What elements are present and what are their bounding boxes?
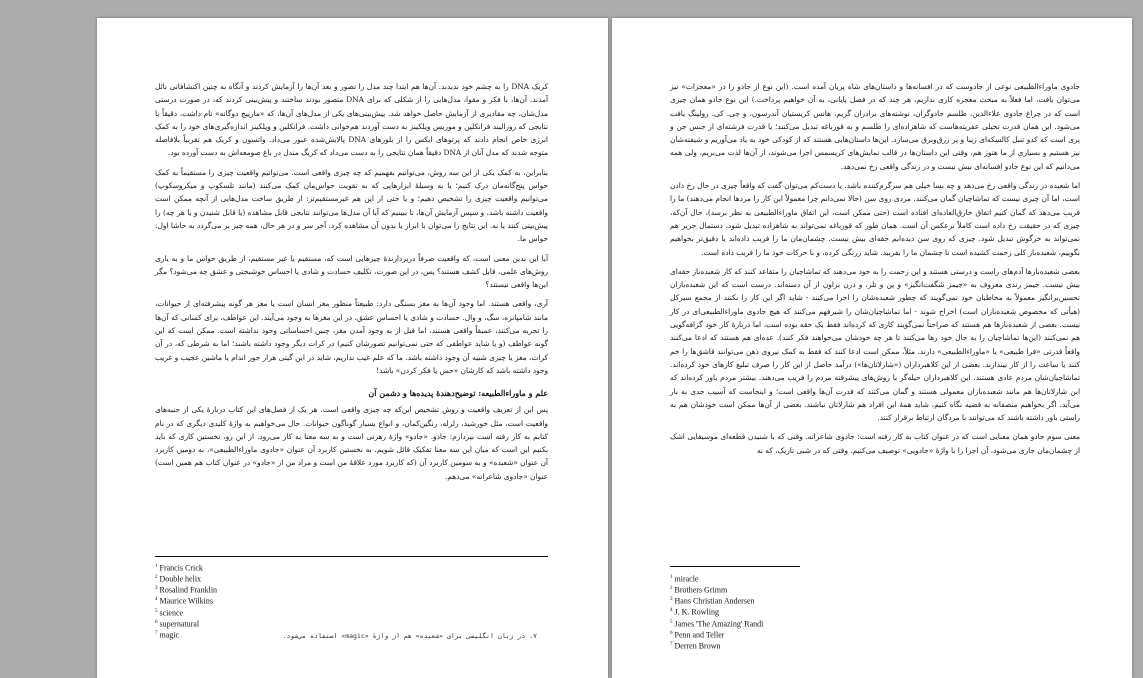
footnote: $^6$ supernatural [155, 619, 200, 629]
paragraph: جادوی ماوراءالطبیعی نوعی از جادوست که در افسانه‌ها و داستان‌های شاه پریان آمده است. (این نوع از جادو را در «معجزات» نیز می‌توان یافت، اما فعلاً به مبحث معجزه کاری نداریم، هر چند که در فصل پایانی، به آن خواهیم پرداخت.) این نوع جادو همان چیزی است که در چراغ جادوی علاءالدین، طلسم جادوگران، نوشته‌های برادران گریم، هانس کریستیان آندرسون، و جی. کی. رولینگ یافت می‌شود. این همان قدرت تخیلی عفریته‌هاست که شاهزاده‌ای را طلسم و به قورباغه تبدیل می‌کنند؛ یا قدرت فرشته‌ای از جنس جن و پری است که کدو تنبل کالسکه‌ای زیبا و پر زرق‌وبرق می‌سازد. این‌ها داستان‌هایی هستند که از کودکی خود به یاد می‌آوریم و شیفته‌شان نیز هستیم و بسیاری از ما هنوز هم، وقتی این داستان‌ها در قالب نمایش‌های کریسمس اجرا می‌شوند، از آن‌ها لذت می‌بریم، ولی همه می‌دانیم که این نوع جادو افسانه‌ای بیش نیست و در زندگی واقعی رخ نمی‌دهد. [670, 82, 1080, 171]
paragraph: بنابراین، به کمک یکی از این سه روش، می‌توانیم بفهمیم که چه چیزی واقعی است. می‌توانیم واقعیت چیزی را مستقیماً به کمک حواس پنج‌گانه‌مان درک کنیم؛ یا به وسیلهٔ ابزارهایی که به تقویت حواس‌مان کمک می‌کنند (مانند تلسکوپ و میکروسکوپ) می‌توانیم واقعیت چیزی را تشخیص دهیم؛ و یا حتی از این هم غیرمستقیم‌تر: از طریق ساخت مدل‌هایی از آنچه ممکن است واقعیت داشته باشد، و سپس آزمایش آن‌ها، تا ببینیم که آیا آن مدل‌ها می‌توانند نتایجی قابل مشاهده (یا قابل شنیدن و یا هر چه) را پیش‌بینی کنند یا نه. این نتایج را می‌توان با ابزار یا بدون آن مشاهده کرد. آخر سر و در هر حال، همه چیز بر می‌گردد به حاشا اول: حواس ما. [155, 167, 548, 244]
paragraph: معنی سوم جادو همان معنایی است که در عنوان کتاب به کار رفته است: جادوی شاعرانه. وقتی که با شنیدن قطعه‌ای موسیقایی اشک از چشمان‌مان جاری می‌شود، آن اجرا را با واژهٔ «جادویی» توصیف می‌کنیم. وقتی که در شبی تاریک، که نه [670, 432, 1080, 455]
footnote-list [155, 562, 217, 640]
paragraph: پس این از تعریف واقعیت و روش تشخیص این‌که چه چیزی واقعی است. هر یک از فصل‌های این کتاب دربارهٔ یکی از جنبه‌های واقعیت است، مثل خورشید، زلزله، رنگین‌کمان، و انواع بسیار گوناگون حیوانات. حال می‌خواهیم به واژهٔ کلیدی دیگری که در نام کتابم به کار رفته است بپردازم: جادو. «جادو» واژهٔ رهزنی است و به سه معنا به کار می‌رود. از این رو، نخستین کاری که باید بکنیم این است که میان این سه معنا تفکیک قائل شویم. به نخستین کاربرد آن عنوان «جادوی ماوراءالطبیعی»، به دومین کاربرد آن عنوان «شعبده» و به سومین کاربرد آن (که کاربرد مورد علاقهٔ من است و مراد من از «جادو» در عنوان کتاب هم همین است) عنوان «جادوی شاعرانه» می‌دهم. [155, 405, 548, 481]
footnote: $^6$ Penn and Teller [670, 630, 725, 640]
footnote-persian-note: ۷. در زبان انگلیسی برای «شعبده» هم از واژهٔ «magic» استفاده می‌شود. [282, 632, 537, 640]
footnote: $^1$ miracle [670, 574, 699, 584]
page-body [155, 80, 548, 489]
footnote: $^3$ Rosalind Franklin [155, 585, 218, 595]
footnote: $^7$ magic [155, 630, 180, 640]
paragraph: آری، واقعی هستند. اما وجود آن‌ها به مغز بستگی دارد: طبیعتاً منظور مغز انسان است یا مغز هر گونه پیشرفته‌ای از حیوانات، مانند شامپانزه، سگ، و وال. حسادت و شادی یا احساس عشق، در این مغزها به وجود می‌آیند. این عواطف، برای کسانی که آن‌ها را تجربه می‌کنند، عمیقاً واقعی هستند، اما قبل از به وجود آمدن مغز، چنین احساساتی وجود نداشته است. ممکن است که این گونه عواطف (و یا شاید عواطفی که حتی نمی‌توانیم تصورشان کنیم) در کرات دیگر وجود داشته باشند؛ اما به شرطی که، در آن کرات، مغز یا چیزی شبیه آن وجود داشته باشد. ما که علم غیب نداریم، شاید در این گیتی هزار جور اندام یا ماشین عجیب و غریب وجود داشته باشد که کارشان «حس یا فکر کردن» باشد! [155, 299, 548, 375]
footnote-list [670, 573, 763, 651]
footnote: $^4$ Maurice Wilkins [155, 597, 214, 607]
footnote: $^5$ James 'The Amazing' Randi [670, 619, 764, 629]
paragraph: کریک DNA را به چشم خود ندیدند. آن‌ها هم ابتدا چند مدل را تصور و بعد آن‌ها را آزمایش کردند و آنگاه به چنین اکتشافاتی نائل آمدند. آن‌ها، با فکر و مقوا، مدل‌هایی را از شکلی که برای DNA متصور بودند ساختند و پیش‌بینی کردند که، در صورت درستی مدل‌شان، چه مقادیری از آزمایش حاصل خواهد شد. پیش‌بینی‌های یکی از مدل‌های آن‌ها، که «مارپیچ دوگانه» نام داشت، دقیقاً با نتایجی که روزالیند فرانکلین و موریس ویلکینز به دست آوردند هم‌خوانی داشت. فرانکلین و ویلکینز اندازه‌گیری‌های خود را به کمک انرژی خاص انجام دادند که پرتوهای ایکس را از بلورهای DNA پالایش‌شده عبور می‌داد. واتسون و کریک هم تقریباً بلافاصله متوجه شدند که مدل آنان از DNA دقیقاً همان نتایجی را به دست می‌داد که کریگ مندل در باغ صومعه‌اش به دست آورده بود. [155, 82, 548, 158]
footnote: $^4$ J. K. Rowling [670, 608, 719, 618]
footnote: $^1$ Francis Crick [155, 563, 203, 573]
footnote: $^5$ science [155, 608, 184, 618]
footnote-divider [670, 566, 800, 567]
footnote: $^2$ Double helix [155, 574, 202, 584]
footnote: $^7$ Derren Brown [670, 641, 721, 651]
footnote: $^3$ Hans Christian Andersen [670, 596, 755, 606]
paragraph: بعضی شعبده‌بازها آدم‌های راست و درستی هستند و این زحمت را به خود می‌دهند که تماشاچیان را متقاعد کنند که کار شعبده‌باز حقه‌ای بیش نیست. جیمز رندی معروف به «جیمز شگفت‌انگیز» و پن و تلر، و درن براون از آن دسته‌اند. درست است که این شعبده‌بازان تحسین‌برانگیز معمولاً به مخاطبان خود نمی‌گویند که چطور شعبده‌شان را اجرا می‌کنند - شاید اگر این کار را بکنند از مجمع سیرکل (هیأتی که مخصوص شعبده‌بازان است) اخراج شوند - اما تماشاچیان‌شان را شیرفهم می‌کنند که هیچ جادوی ماوراءالطبیعی‌ای در کار نیست. بعضی از شعبده‌بازها هم هستند که صراحتاً نمی‌گویند کاری که کرده‌اند فقط یک حقه بوده است، اما دربارهٔ کار خود گزافه‌گویی هم نمی‌کنند (این‌ها تماشاچیان را به حال خود رها می‌کنند تا هر چه خودشان می‌خواهند فکر کنند). عده‌ای هم هستند که ادعا می‌کنند واقعاً قدرتی «فرا طبیعی» یا «ماوراءالطبیعی» دارند. مثلاً، ممکن است ادعا کنند که فقط به کمک نیروی ذهن می‌توانند قاشق‌ها را خم کنند یا ساعت را از کار بیندازند. بعضی از این کلاهبرداران («شارلاتان‌ها») درآمد حاصل از این کار را صرف تبلیغ کارهای خود کرده‌اند. تماشاچیان‌شان مردم عادی هستند. این کلاهبرداران حیله‌گر با روش‌های پیشرفته مردم را فریب می‌دهند. بیشتر مردم باور کرده‌اند که این شارلاتان‌ها هم مانند شعبده‌بازان معمولی هستند و گمان می‌کنند که قدرت آن‌ها واقعی است؛ و اینجاست که آسیب جدی به بار می‌آید. اگر بخواهیم منصفانه به قضیه نگاه کنیم، شاید همهٔ این افراد هم شارلاتان نباشند. بعضی از آن‌ها ممکن است خودشان هم به راستی باور داشته باشند که می‌توانند با مردگان ارتباط برقرار کنند. [670, 266, 1080, 423]
paragraph: آیا این بدین معنی است، که واقعیت صرفاً دربردارندهٔ چیزهایی است که، مستقیم یا غیر مستقیم، از طریق حواس ما و به یاری روش‌های علمی، قابل کشف هستند؟ پس، در این صورت، تکلیف حسادت و شادی یا احساس خوشبختی و عشق چه می‌شود؟ مگر این‌ها واقعی نیستند؟ [155, 253, 548, 290]
paragraph: اما شعبده در زندگی واقعی رخ می‌دهد و چه بسا خیلی هم سرگرم‌کننده باشد. یا دست‌کم می‌توان گفت که واقعاً چیزی در حال رخ دادن است، اما آن چیزی نیست که تماشاچیان گمان می‌کنند. مردی روی سن (حالا نمی‌دانم چرا معمولاً این کار را مردها انجام می‌دهند) ما را فریب می‌دهد که گمان کنیم اتفاق خارق‌العاده‌ای افتاده است (حتی ممکن است، این اتفاق ماوراءالطبیعی به نظر برسد)، حال آن‌که، چیزی که در حقیقت رخ داده است کاملاً برعکس آن است. همان طور که قورباغه نمی‌تواند به شاهزاده تبدیل شود، دستمال حریر هم نمی‌تواند به خرگوش تبدیل شود. چیزی که روی سن دیده‌ایم حقه‌ای بیش نیست. چشمان‌مان ما را فریب داده‌اند یا دقیق‌تر بخواهیم بگوییم، شعبده‌باز کلی زحمت کشیده است تا چشمان ما را بفریبد. شاید زرنگی کرده، و با حرکات خود ما را فریب داده است. [670, 181, 1080, 257]
document-page-left [97, 18, 608, 678]
footnote-divider [155, 556, 548, 557]
footnote: $^2$ Brothers Grimm [670, 585, 728, 595]
page-body [670, 80, 1080, 463]
section-heading: علم و ماوراءالطبیعه: توضیح‌دهندهٔ پدیده‌ها و دشمن آن [368, 388, 548, 399]
document-page-right [612, 18, 1132, 678]
